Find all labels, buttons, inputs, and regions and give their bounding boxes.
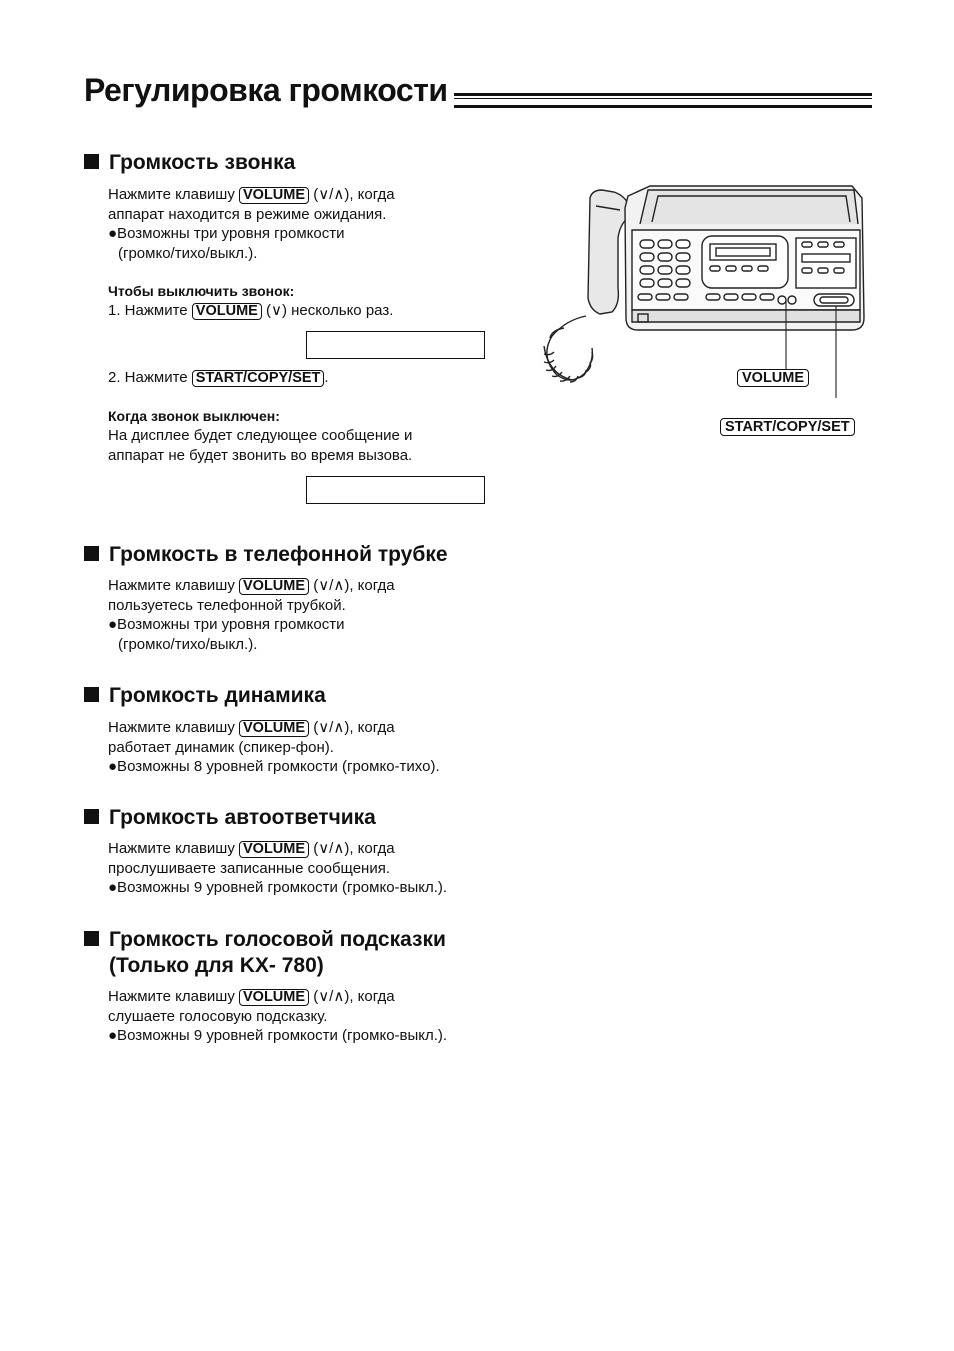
square-bullet-icon <box>84 546 99 561</box>
heading-ringer-volume: Громкость звонка <box>84 150 295 176</box>
heading-speaker-volume: Громкость динамика <box>84 683 326 709</box>
ringer-off-step1: 1. Нажмите VOLUME (∨) несколько раз. <box>108 302 394 319</box>
page-title: Регулировка громкости <box>84 72 448 108</box>
speaker-instructions: Нажмите клавишу VOLUME (∨/∧), когда работает динамик (спикер-фон). ●Возможны 8 уровней громкости (громко-тихо). <box>108 719 440 775</box>
start-copy-set-key: START/COPY/SET <box>192 370 325 387</box>
volume-callout: VOLUME <box>737 369 809 387</box>
ringer-when-off-label: Когда звонок выключен: <box>108 408 280 424</box>
heading-voice-guide-note: (Только для KX- 780) <box>109 954 324 977</box>
square-bullet-icon <box>84 687 99 702</box>
ringer-off-label: Чтобы выключить звонок: <box>108 283 295 299</box>
ringer-instructions: Нажмите клавишу VOLUME (∨/∧), когда аппарат находится в режиме ожидания. ●Возможны три уровня громкости (громко/тихо/выкл.). <box>108 186 395 262</box>
heading-handset-volume: Громкость в телефонной трубке <box>84 542 448 568</box>
square-bullet-icon <box>84 931 99 946</box>
title-rule <box>454 93 872 108</box>
volume-key: VOLUME <box>239 187 309 204</box>
display-box <box>306 476 485 504</box>
ringer-off-step2: 2. Нажмите START/COPY/SET . <box>108 369 329 386</box>
fax-machine-illustration <box>530 178 880 398</box>
handset-instructions: Нажмите клавишу VOLUME (∨/∧), когда пользуетесь телефонной трубкой. ●Возможны три уровня громкости (громко/тихо/выкл.). <box>108 577 395 653</box>
answering-instructions: Нажмите клавишу VOLUME (∨/∧), когда прослушиваете записанные сообщения. ●Возможны 9 уровней громкости (громко-выкл.). <box>108 840 448 896</box>
volume-key: VOLUME <box>239 578 309 595</box>
display-box <box>306 331 485 359</box>
voice-guide-instructions: Нажмите клавишу VOLUME (∨/∧), когда слушаете голосовую подсказку. ●Возможны 9 уровней громкости (громко-выкл.). <box>108 988 448 1044</box>
ringer-when-off-text: На дисплее будет следующее сообщение и аппарат не будет звонить во время вызова. <box>108 427 413 464</box>
heading-answering-volume: Громкость автоответчика <box>84 805 376 831</box>
volume-key: VOLUME <box>192 303 262 320</box>
volume-key: VOLUME <box>239 989 309 1006</box>
heading-voice-guide-volume: Громкость голосовой подсказки <box>84 927 446 953</box>
square-bullet-icon <box>84 809 99 824</box>
volume-key: VOLUME <box>239 720 309 737</box>
volume-key: VOLUME <box>239 841 309 858</box>
square-bullet-icon <box>84 154 99 169</box>
start-copy-set-callout: START/COPY/SET <box>720 418 855 436</box>
